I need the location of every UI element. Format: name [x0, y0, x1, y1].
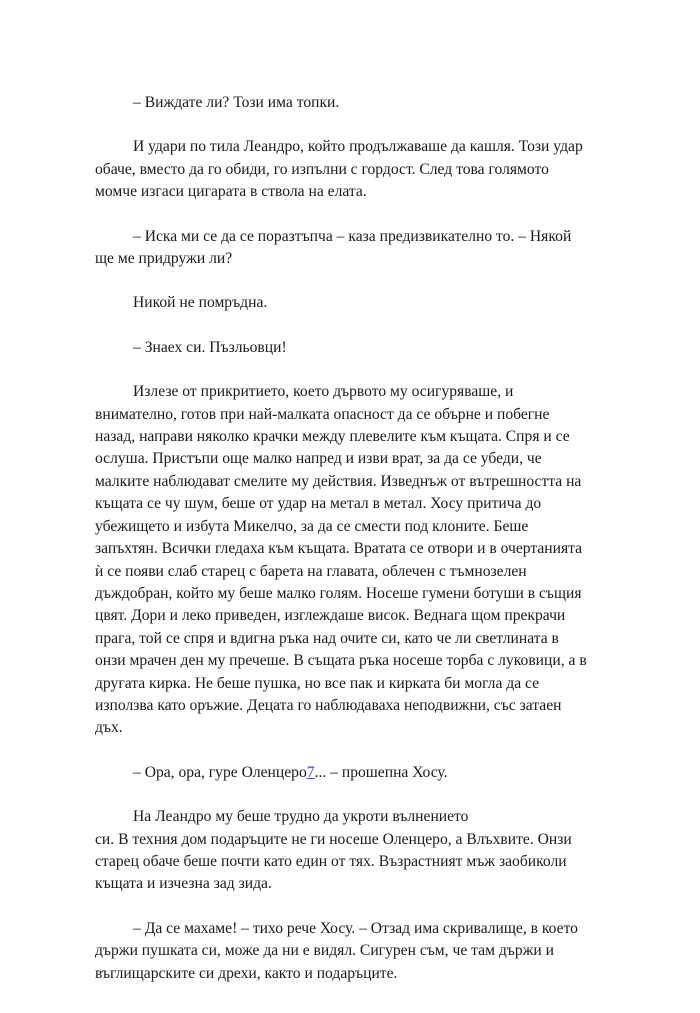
paragraph-7 [95, 762, 605, 784]
text-line: Излезе от прикритието, което дървото му осигуряваше, и [133, 383, 514, 401]
paragraph-3 [95, 226, 605, 271]
text-line: цвят. Дори и леко приведен, изглеждаше висок. Веднага щом прекрачи [95, 607, 566, 625]
paragraph-1 [95, 92, 605, 114]
text-line: къщата се чу шум, беше от удар на метал в метал. Хосу притича до [95, 495, 542, 513]
text-line: назад, направи няколко крачки между плевелите към къщата. Спря и се [95, 428, 570, 446]
text-line: внимателно, готов при най-малката опасност да се обърне и побегне [95, 405, 550, 423]
paragraph-6 [95, 381, 605, 740]
text-line: момче изгаси цигарата в ствола на елата. [95, 183, 367, 201]
text-line: дъждобран, който му беше малко голям. Носеше гумени ботуши в същия [95, 584, 582, 602]
text-line: – Виждате ли? Този има топки. [133, 94, 340, 111]
paragraph-5 [95, 337, 605, 359]
text-segment: – Ора, ора, гуре Оленцеро [133, 763, 307, 781]
text-line: старец обаче беше почти като един от тях. Възрастният мъж заобиколи [95, 852, 567, 870]
text-line: – Знаех си. Пъзльовци! [133, 338, 287, 356]
text-line: На Леандро му беше трудно да укроти вълнението [133, 808, 469, 826]
text-line: ослуша. Пристъпи още малко напред и изви врат, за да се убеди, че [95, 450, 542, 468]
text-line: ще ме придружи ли? [95, 250, 233, 268]
text-line: убежището и избута Микелчо, за да се смести под клоните. Беше [95, 517, 529, 535]
text-line: – Иска ми се да се поразтъпча – каза предизвикателно то. – Някой [133, 227, 572, 245]
footnote-link[interactable]: 7 [306, 763, 315, 781]
text-line: въглищарските си дрехи, както и подаръците. [95, 964, 398, 982]
text-line: онзи мрачен ден му пречеше. В същата ръка носеше торба с луковици, а в [95, 652, 587, 670]
text-line: използва като оръжие. Децата го наблюдаваха неподвижни, със затаен [95, 696, 562, 714]
text-line: прага, той се спря и вдигна ръка над очите си, като че ли светлината в [95, 629, 559, 647]
text-line: другата кирка. Не беше пушка, но все пак и кирката би могла да се [95, 674, 540, 692]
text-line: ѝ се появи слаб старец с барета на главата, облечен с тъмнозелен [95, 562, 527, 580]
text-line: дъх. [95, 719, 123, 737]
text-line: И удари по тила Леандро, който продължаваше да кашля. Този удар [133, 138, 583, 156]
text-line: обаче, вместо да го обиди, го изпълни с гордост. След това голямото [95, 160, 549, 178]
paragraph-9 [95, 918, 605, 985]
paragraph-8 [95, 806, 605, 896]
text-line: малките наблюдават смелите му действия. Изведнъж от вътрешността на [95, 472, 582, 490]
text-line: си. В техния дом подаръците не ги носеше Оленцеро, а Влъхвите. Онзи [95, 830, 572, 848]
paragraph-2 [95, 136, 605, 203]
text-line: Никой не помръдна. [133, 294, 268, 312]
text-line: държи пушката си, може да ни е видял. Сигурен съм, че там държи и [95, 942, 554, 960]
text-segment: ... – прошепна Хосу. [314, 763, 448, 781]
text-line: – Да се махаме! – тихо рече Хосу. – Отзад има скривалище, в което [133, 919, 578, 937]
text-line: запъхтян. Всички гледаха към къщата. Вратата се отвори и в очертанията [95, 540, 583, 558]
text-line: къщата и изчезна зад зида. [95, 875, 272, 893]
paragraph-4 [95, 292, 605, 314]
